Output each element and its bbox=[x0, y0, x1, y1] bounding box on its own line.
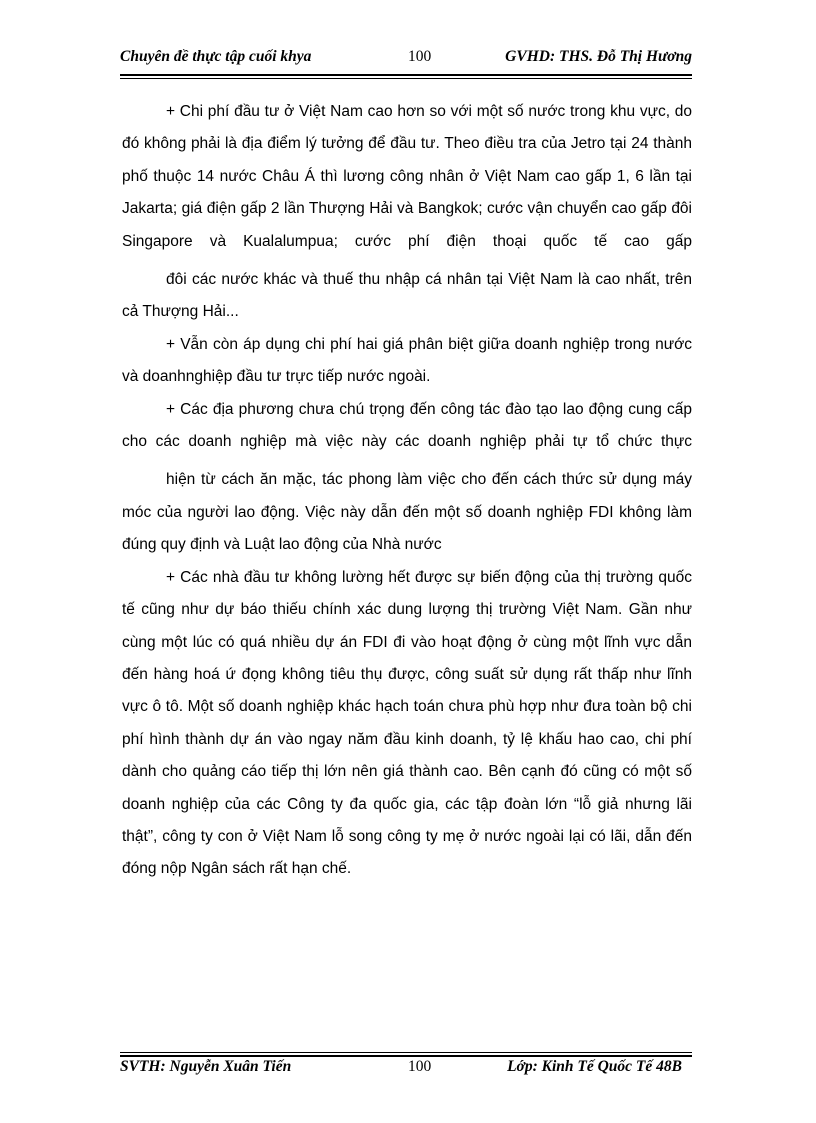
header-report-title: Chuyên đề thực tập cuối khya bbox=[120, 48, 312, 65]
paragraph-dual-pricing: + Vẫn còn áp dụng chi phí hai giá phân biệt giữa doanh nghiệp trong nước và doanhnghiệp đầu tư trực tiếp nước ngoài. bbox=[122, 335, 692, 386]
footer-page-number: 100 bbox=[408, 1058, 432, 1075]
paragraph-labor-training: + Các địa phương chưa chú trọng đến công tác đào tạo lao động cung cấp cho các doanh nghiệp mà việc này các doanh nghiệp phải tự tổ chức thực bbox=[122, 400, 692, 451]
footer-student: SVTH: Nguyễn Xuân Tiến bbox=[120, 1058, 292, 1075]
header-supervisor: GVHD: THS. Đỗ Thị Hương bbox=[505, 48, 692, 65]
paragraph-investment-cost: + Chi phí đầu tư ở Việt Nam cao hơn so với một số nước trong khu vực, do đó không phải là địa điểm lý tưởng để đầu tư. Theo điều tra của Jetro tại 24 thành phố thuộc 14 nước Châu Á thì lương công nhân ở Việt Nam cao gấp 1, 6 lần tại Jakarta; giá điện gấp 2 lần Thượng Hải và Bangkok; cước vận chuyển cao gấp đôi Singapore và Kualalumpua; cước phí điện thoại quốc tế cao gấp bbox=[122, 103, 692, 250]
paragraph-labor-training-continued: hiện từ cách ăn mặc, tác phong làm việc cho đến cách thức sử dụng máy móc của người lao động. Việc này dẫn đến một số doanh nghiệp FDI không làm đúng quy định và Luật lao động của Nhà nước bbox=[122, 471, 692, 554]
header-divider bbox=[120, 74, 692, 79]
page-footer bbox=[120, 1058, 692, 1084]
footer-divider bbox=[120, 1052, 692, 1057]
footer-class: Lớp: Kinh Tế Quốc Tế 48B bbox=[507, 1058, 682, 1075]
page-header bbox=[120, 48, 692, 74]
header-page-number: 100 bbox=[408, 48, 432, 65]
page-body bbox=[122, 96, 692, 886]
paragraph-investment-cost-continued: đôi các nước khác và thuế thu nhập cá nhân tại Việt Nam là cao nhất, trên cả Thượng Hải... bbox=[122, 271, 692, 321]
paragraph-market-forecast: + Các nhà đầu tư không lường hết được sự biến động của thị trường quốc tế cũng như dự báo thiếu chính xác dung lượng thị trường Việt Nam. Gần như cùng một lúc có quá nhiều dự án FDI đi vào hoạt động ở cùng một lĩnh vực dẫn đến hàng hoá ứ đọng không tiêu thụ được, công suất sử dụng rất thấp như lĩnh vực ô tô. Một số doanh nghiệp khác hạch toán chưa phù hợp như đưa toàn bộ chi phí hình thành dự án vào ngay năm đầu kinh doanh, tỷ lệ khấu hao cao, chi phí dành cho quảng cáo tiếp thị lớn nên giá thành cao. Bên cạnh đó cũng có một số doanh nghiệp của các Công ty đa quốc gia, các tập đoàn lớn “lỗ giả nhưng lãi thật”, công ty con ở Việt Nam lỗ song công ty mẹ ở nước ngoài lại có lãi, dẫn đến đóng nộp Ngân sách rất hạn chế. bbox=[122, 568, 692, 878]
